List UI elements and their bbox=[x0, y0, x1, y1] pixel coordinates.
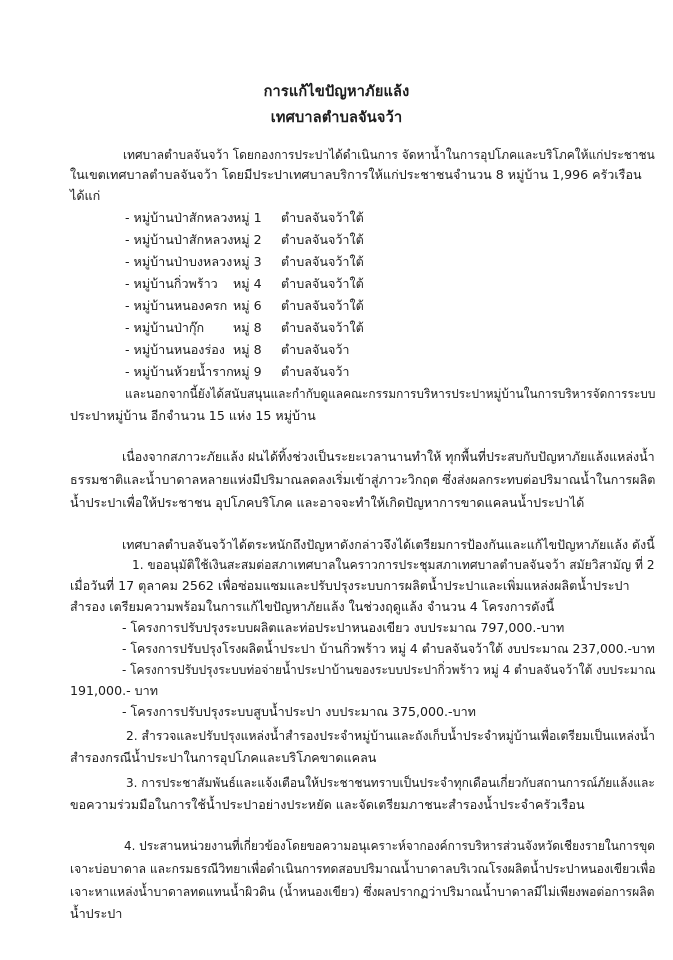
village-tambon: ตำบลจันจว้าใต้ bbox=[281, 276, 364, 291]
measure-1-line: 1. ขออนุมัติใช้เงินสะสมต่อสภาเทศบาลในคราวการประชุมสภาเทศบาลตำบลจันจว้า สมัยวิสามัญ ที่ 2 bbox=[132, 557, 655, 572]
intro-line: ในเขตเทศบาลตำบลจันจว้า โดยมีประปาเทศบาลบริการให้แก่ประชาชนจำนวน 8 หมู่บ้าน 1,996 ครัวเรือน bbox=[70, 167, 642, 182]
village-moo: หมู่ 3 bbox=[233, 254, 262, 269]
project-item: - โครงการปรับปรุงระบบท่อจ่ายน้ำประปาบ้านของระบบประปากิ่วพร้าว หมู่ 4 ตำบลจันจว้าใต้ งบประมาณ bbox=[122, 662, 656, 677]
village-name: - หมู่บ้านป่ากุ๊ก bbox=[125, 320, 205, 335]
village-row bbox=[125, 364, 349, 380]
cause-line: เนื่องจากสภาวะภัยแล้ง ฝนได้ทิ้งช่วงเป็นระยะเวลานานทำให้ ทุกพื้นที่ประสบกับปัญหาภัยแล้งแหล่งน้ำ bbox=[122, 449, 655, 464]
village-name: - หมู่บ้านกิ่วพร้าว bbox=[125, 276, 218, 291]
village-tambon: ตำบลจันจว้า bbox=[281, 342, 350, 357]
measure-4-line: 4. ประสานหน่วยงานที่เกี่ยวข้องโดยขอความอนุเคราะห์จากองค์การบริหารส่วนจังหวัดเชียงรายในการขุด bbox=[124, 838, 656, 853]
measure-2-line: 2. สำรวจและปรับปรุงแหล่งน้ำสำรองประจำหมู่บ้านและถังเก็บน้ำประจำหมู่บ้านเพื่อเตรียมเป็นแหล่งน้ำ bbox=[126, 728, 655, 743]
village-tambon: ตำบลจันจว้าใต้ bbox=[281, 320, 364, 335]
village-row bbox=[125, 254, 364, 270]
village-moo: หมู่ 8 bbox=[233, 342, 262, 357]
village-tambon: ตำบลจันจว้าใต้ bbox=[281, 254, 364, 269]
measure-1-line: เมื่อวันที่ 17 ตุลาคม 2562 เพื่อซ่อมแซมและปรับปรุงระบบการผลิตน้ำประปาและเพิ่มแหล่งผลิตน้ำประปา bbox=[70, 578, 630, 593]
village-name: - หมู่บ้านห้วยน้ำราก bbox=[125, 364, 234, 379]
village-name: - หมู่บ้านป่าสักหลวง bbox=[125, 210, 234, 225]
village-moo: หมู่ 8 bbox=[233, 320, 262, 335]
project-item: - โครงการปรับปรุงโรงผลิตน้ำประปา บ้านกิ่วพร้าว หมู่ 4 ตำบลจันจว้าใต้ งบประมาณ 237,000.-บาท bbox=[122, 641, 655, 656]
village-row bbox=[125, 232, 364, 248]
village-tambon: ตำบลจันจว้าใต้ bbox=[281, 232, 364, 247]
intro-line: ได้แก่ bbox=[70, 188, 101, 203]
measure-2-line: สำรองกรณีน้ำประปาในการอุปโภคและบริโภคขาดแคลน bbox=[70, 750, 377, 765]
measure-3-line: 3. การประชาสัมพันธ์และแจ้งเตือนให้ประชาชนทราบเป็นประจำทุกเดือนเกี่ยวกับสถานการณ์ภัยแล้งและ bbox=[126, 775, 655, 790]
village-name: - หมู่บ้านป่าสักหลวง bbox=[125, 232, 234, 247]
cause-line: ธรรมชาติและน้ำบาดาลหลายแห่งมีปริมาณลดลงเริ่มเข้าสู่ภาวะวิกฤต ซึ่งส่งผลกระทบต่อปริมาณน้ำในการผลิต bbox=[70, 472, 656, 487]
project-item: - โครงการปรับปรุงระบบสูบน้ำประปา งบประมาณ 375,000.-บาท bbox=[122, 704, 476, 719]
village-tambon: ตำบลจันจว้าใต้ bbox=[281, 298, 364, 313]
village-tambon: ตำบลจันจว้าใต้ bbox=[281, 210, 364, 225]
village-row bbox=[125, 298, 364, 314]
village-moo: หมู่ 2 bbox=[233, 232, 262, 247]
measure-3-line: ขอความร่วมมือในการใช้น้ำประปาอย่างประหยัด และจัดเตรียมภาชนะสำรองน้ำประจำครัวเรือน bbox=[70, 797, 585, 812]
cause-line: น้ำประปาเพื่อให้ประชาชน อุปโภคบริโภค และอาจจะทำให้เกิดปัญหาการขาดแคลนน้ำประปาได้ bbox=[70, 495, 585, 510]
village-row bbox=[125, 342, 349, 358]
project-item: 191,000.- บาท bbox=[70, 683, 158, 698]
project-item: - โครงการปรับปรุงระบบผลิตและท่อประปาหนองเขียว งบประมาณ 797,000.-บาท bbox=[122, 620, 565, 635]
village-moo: หมู่ 9 bbox=[233, 364, 262, 379]
village-row bbox=[125, 210, 364, 226]
support-line: และนอกจากนี้ยังได้สนับสนุนและกำกับดูแลคณะกรรมการบริหารประปาหมู่บ้านในการบริหารจัดการระบบ bbox=[125, 386, 656, 401]
support-line: ประปาหมู่บ้าน อีกจำนวน 15 แห่ง 15 หมู่บ้าน bbox=[70, 408, 316, 423]
village-tambon: ตำบลจันจว้า bbox=[281, 364, 350, 379]
village-name: - หมู่บ้านหนองร่อง bbox=[125, 342, 225, 357]
village-moo: หมู่ 4 bbox=[233, 276, 262, 291]
village-name: - หมู่บ้านหนองครก bbox=[125, 298, 228, 313]
village-moo: หมู่ 6 bbox=[233, 298, 262, 313]
village-row bbox=[125, 276, 364, 292]
village-name: - หมู่บ้านป่าบงหลวง bbox=[125, 254, 233, 269]
village-row bbox=[125, 320, 364, 336]
village-moo: หมู่ 1 bbox=[233, 210, 262, 225]
intro-line: เทศบาลตำบลจันจว้า โดยกองการประปาได้ดำเนินการ จัดหาน้ำในการอุปโภคและบริโภคให้แก่ประชาชน bbox=[123, 147, 655, 162]
measure-4-line: น้ำประปา bbox=[70, 906, 123, 921]
document-title: การแก้ไขปัญหาภัยแล้ง bbox=[263, 84, 410, 100]
document-subtitle: เทศบาลตำบลจันจว้า bbox=[270, 110, 403, 126]
measure-4-line: เจาะหาแหล่งน้ำบาดาลทดแทนน้ำผิวดิน (น้ำหนองเขียว) ซึ่งผลปรากฏว่าปริมาณน้ำบาดาลมีไม่เพียงพอต่อการผลิต bbox=[70, 884, 655, 899]
measure-1-line: สำรอง เตรียมความพร้อมในการแก้ไขปัญหาภัยแล้ง ในช่วงฤดูแล้ง จำนวน 4 โครงการดังนี้ bbox=[70, 599, 555, 614]
measure-4-line: เจาะบ่อบาดาล และกรมธรณีวิทยาเพื่อดำเนินการทดสอบปริมาณน้ำบาดาลบริเวณโรงผลิตน้ำประปาหนองเขียวเพื่อ bbox=[70, 861, 656, 876]
measures-intro: เทศบาลตำบลจันจว้าได้ตระหนักถึงปัญหาดังกล่าวจึงได้เตรียมการป้องกันและแก้ไขปัญหาภัยแล้ง ดังนี้ bbox=[122, 537, 655, 552]
